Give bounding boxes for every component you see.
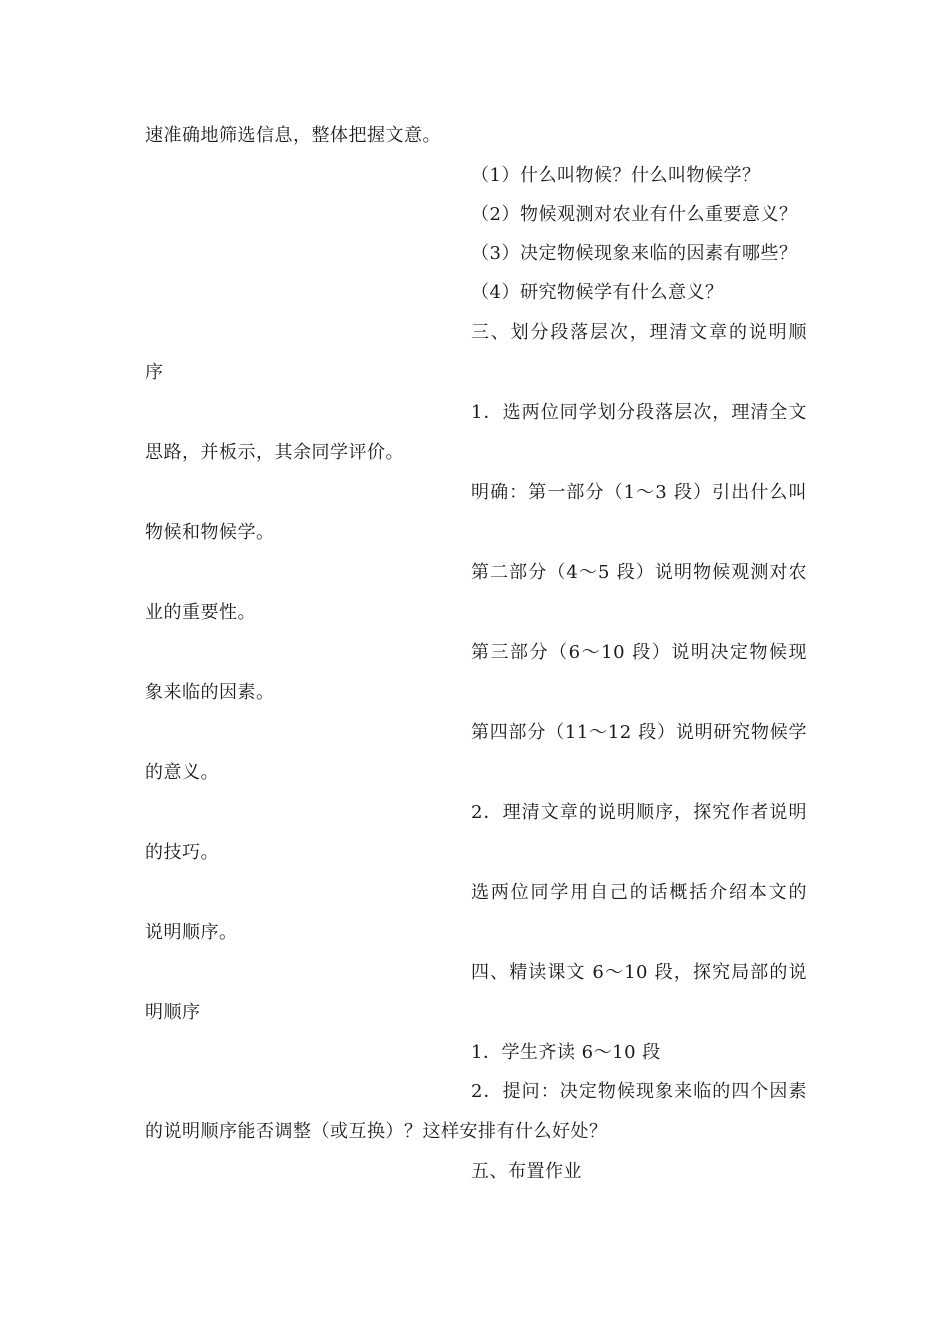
text-line: 明顺序 [145, 1002, 201, 1023]
text-line: 象来临的因素。 [145, 682, 275, 703]
text-line: 的意义。 [145, 762, 219, 783]
text-line: 的技巧。 [145, 842, 219, 863]
text-line: 序 [145, 362, 164, 383]
text-line: 业的重要性。 [145, 602, 256, 623]
section-heading-4: 四、精读课文 6～10 段，探究局部的说 [471, 962, 807, 983]
question-3: （3）决定物候现象来临的因素有哪些？ [471, 243, 798, 264]
text-line: 2．理清文章的说明顺序，探究作者说明 [471, 802, 807, 823]
question-1: （1）什么叫物候？什么叫物候学？ [471, 165, 761, 186]
text-line: 的说明顺序能否调整（或互换）？这样安排有什么好处？ [145, 1121, 608, 1142]
text-line: 第三部分（6～10 段）说明决定物候现 [471, 642, 807, 663]
question-4: （4）研究物候学有什么意义？ [471, 282, 724, 303]
text-line: 第二部分（4～5 段）说明物候观测对农 [471, 562, 807, 583]
text-line: 速准确地筛选信息，整体把握文意。 [145, 125, 441, 146]
section-heading-5: 五、布置作业 [471, 1161, 582, 1182]
question-2: （2）物候观测对农业有什么重要意义？ [471, 204, 798, 225]
text-line: 说明顺序。 [145, 922, 238, 943]
text-line: 明确：第一部分（1～3 段）引出什么叫 [471, 482, 807, 503]
text-line: 思路，并板示，其余同学评价。 [145, 442, 404, 463]
text-line: 选两位同学用自己的话概括介绍本文的 [471, 882, 807, 903]
text-line: 2．提问：决定物候现象来临的四个因素 [471, 1081, 807, 1102]
text-line: 物候和物候学。 [145, 522, 275, 543]
text-line: 1．选两位同学划分段落层次，理清全文 [471, 402, 807, 423]
section-heading-3: 三、划分段落层次，理清文章的说明顺 [471, 322, 807, 343]
text-line: 1．学生齐读 6～10 段 [471, 1042, 661, 1063]
text-line: 第四部分（11～12 段）说明研究物候学 [471, 722, 807, 743]
